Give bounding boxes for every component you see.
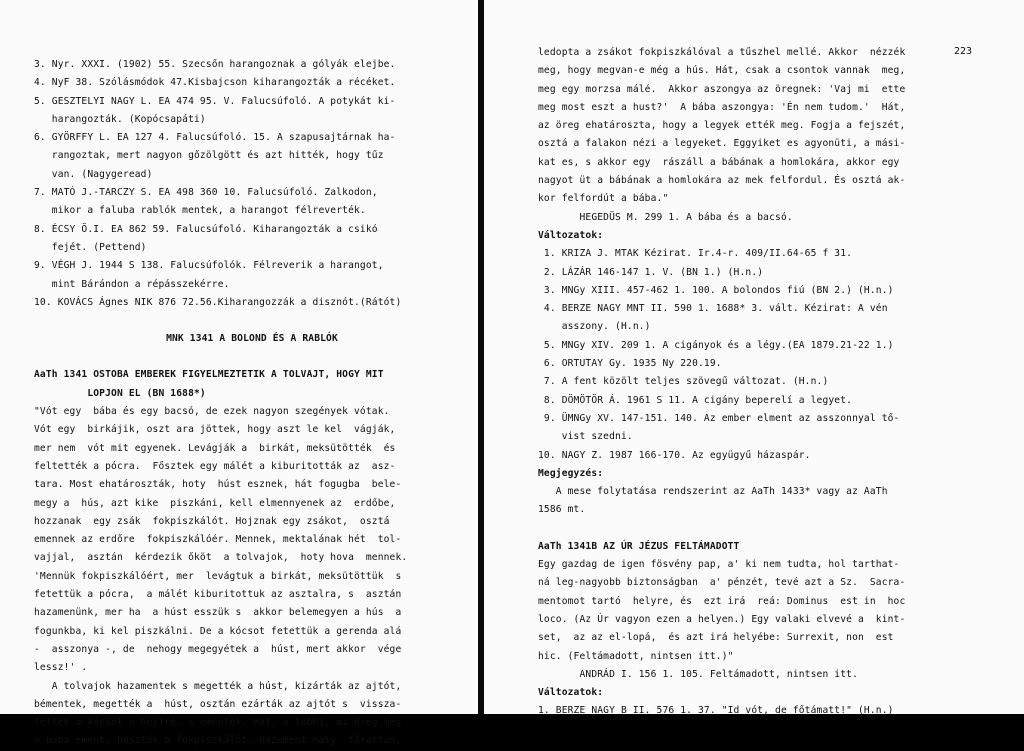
right-text-line: 1586 mt. bbox=[538, 504, 586, 516]
left-text-line: 9. VÉGH J. 1944 S 138. Falucsúfolók. Félreverik a harangot, bbox=[34, 260, 384, 272]
right-text-line: 4. BERZE NAGY MNT II. 590 1. 1688* 3. vált. Kézirat: A vén bbox=[538, 303, 888, 315]
right-text-line: meg egy morzsa málé. Akkor aszongya az öregnek: 'Vaj mi ette bbox=[538, 83, 906, 95]
left-text-line: 8. ÉCSY Ö.I. EA 862 59. Falucsúfoló. Kiharangozták a csikó bbox=[34, 223, 378, 235]
right-text-line: 5. MNGy XIV. 209 1. A cigányok és a légy.(EA 1879.21-22 1.) bbox=[538, 339, 894, 351]
right-text-line: vist szedni. bbox=[538, 431, 633, 443]
right-text-line: kor felfordút a bába." bbox=[538, 193, 669, 205]
right-text-line: kat es, s akkor egy rászáll a bábának a homlokára, akkor egy bbox=[538, 156, 900, 168]
left-text-line: A tolvajok hazamentek s megették a húst, kizárták az ajtót, bbox=[34, 680, 402, 692]
right-text-line: 1. BERZE NAGY B II. 576 1. 37. "Id vót, de főtámatt!" (H.n.) bbox=[538, 705, 894, 717]
right-text-line: Megjegyzés: bbox=[538, 467, 604, 479]
right-text-line: ANDRÁD I. 156 1. 105. Feltámadott, nintsen itt. bbox=[538, 668, 858, 680]
left-text-line: fetettük a pócra, a málét kiburitottuk az asztalra, s asztán bbox=[34, 589, 402, 601]
left-text-line: 6. GYÖRFFY L. EA 127 4. Falucsúfoló. 15. A szapusajtárnak ha- bbox=[34, 132, 396, 144]
left-text-line: Vót egy birkájik, oszt ara jöttek, hogy aszt le kel vágják, bbox=[34, 424, 396, 436]
left-text-line: emennek az erdőre fokpiszkálóér. Mennek, mektalának hét tol- bbox=[34, 534, 402, 546]
right-text-line: osztá a falakon nézi a legyeket. Eggyiket es agyonüti, a mási- bbox=[538, 138, 906, 150]
right-text-line: ná leg-nagyobb biztonságban a' pénzét, tevé azt a Sz. Sacra- bbox=[538, 577, 906, 589]
left-text-line: mint Bárándon a répásszekérre. bbox=[34, 278, 230, 290]
right-text-line: loco. (Az Úr vagyon ezen a helyen.) Egy valaki elvevé a kint- bbox=[538, 613, 906, 625]
left-text-line: 3. Nyr. XXXI. (1902) 55. Szecsőn harangoznak a gólyák elejbe. bbox=[34, 59, 396, 70]
right-text-line: 6. ORTUTAY Gy. 1935 Ny 220.19. bbox=[538, 358, 722, 370]
left-spacer bbox=[34, 312, 470, 330]
left-text-line: lessz!' . bbox=[34, 662, 88, 674]
right-text-line: A mese folytatása rendszerint az AaTh 1433* vagy az AaTh bbox=[538, 486, 888, 498]
left-text-line: van. (Nagygeread) bbox=[34, 168, 153, 180]
left-text-line: feltették a pócra. Fősztek egy málét a kiburitották az asz- bbox=[34, 460, 396, 472]
left-text-line: tették a kócsot a hejire, s ementek. Hát, a többi, az öreg meg bbox=[34, 717, 402, 729]
left-text-line: harangozták. (Kopócsapáti) bbox=[34, 113, 206, 125]
right-text-line: 7. A fent közölt teljes szövegű változat. (H.n.) bbox=[538, 376, 829, 388]
right-text-line: 10. NAGY Z. 1987 166-170. Az együgyű házaspár. bbox=[538, 449, 811, 461]
left-text-line: 'Mennük fokpiszkálóért, mer levágtuk a birkát, meksütöttük s bbox=[34, 570, 402, 582]
right-text-line: nagyot üt a bábának a homlokára az mek felfordul. És osztá ak- bbox=[538, 175, 906, 187]
left-text-line: a bába ement, hoszták a fokpiszkálót. Hazament naty fárattan, bbox=[34, 735, 402, 747]
right-text-line: Változatok: bbox=[538, 687, 604, 699]
right-text-line: 8. DÖMÖTÖR Á. 1961 S 11. A cigány beperelí a legyet. bbox=[538, 394, 853, 406]
right-text-line: 3. MNGy XIII. 457-462 1. 100. A bolondos fiú (BN 2.) (H.n.) bbox=[538, 284, 894, 296]
right-text-line: 1. KRIZA J. MTAK Kézirat. Ir.4-r. 409/II.64-65 f 31. bbox=[538, 248, 853, 260]
left-text-line: mer nem vót mit egyenek. Levágják a birkát, meksütötték és bbox=[34, 442, 396, 454]
left-text-line: fogunkba, ki kel piszkálni. De a kócsot fetettük a gerenda alá bbox=[34, 625, 402, 637]
left-text-line: - asszonya -, de nehogy megegyétek a húst, mert akkor vége bbox=[34, 643, 402, 655]
right-text-line: mentomot tartó helyre, és ezt irá reá: Dominus est in hoc bbox=[538, 595, 906, 607]
right-text-line: hic. (Feltámadott, nintsen itt.)" bbox=[538, 650, 734, 662]
left-text-line: bémentek, megették a húst, osztán ezárták az ajtót s vissza- bbox=[34, 698, 402, 710]
right-page bbox=[484, 0, 1024, 717]
left-spacer bbox=[34, 348, 470, 366]
left-text-line: 4. NyF 38. Szólásmódok 47.Kisbajcson kiharangozták a récéket. bbox=[34, 77, 396, 89]
right-text-line: Egy gazdag de igen fösvény pap, a' ki nem tudta, hol tarthat- bbox=[538, 559, 900, 571]
left-text-line: mikor a faluba rablók mentek, a harangot félreverték. bbox=[34, 205, 366, 217]
right-text-line: set, az az el-lopá, és azt irá helyébe: Surrexit, non est bbox=[538, 632, 894, 644]
section-heading: MNK 1341 A BOLOND ÉS A RABLÓK bbox=[166, 333, 338, 345]
right-text-line: ledopta a zsákot fokpiszkálóval a tűszhel mellé. Akkor nézzék bbox=[538, 47, 906, 58]
left-text-line: hozzanak egy zsák fokpiszkálót. Hojznak egy zsákot, osztá bbox=[34, 515, 390, 527]
left-text-line: 7. MATÓ J.-TARCZY S. EA 498 360 10. Falucsúfoló. Zalkodon, bbox=[34, 187, 378, 199]
left-text-line: "Vót egy bába és egy bacsó, de ezek nagyon szegények vótak. bbox=[34, 406, 390, 418]
right-text-line: asszony. (H.n.) bbox=[538, 321, 651, 333]
right-text-line: HEGEDÜS M. 299 1. A bába és a bacsó. bbox=[538, 211, 793, 223]
right-text-line: 2. LÁZÁR 146-147 1. V. (BN 1.) (H.n.) bbox=[538, 266, 764, 278]
left-text-line: LOPJON EL (BN 1688*) bbox=[34, 387, 206, 399]
left-text-line: fejét. (Pettend) bbox=[34, 241, 147, 253]
left-text-line: tara. Most ehatároszták, hoty húst esznek, hát fogugba bele- bbox=[34, 479, 402, 491]
right-text-line: 9. ÜMNGy XV. 147-151. 140. Az ember elment az asszonnyal tő- bbox=[538, 412, 900, 424]
right-text-line: Változatok: bbox=[538, 229, 604, 241]
right-text-line: meg, hogy megvan-e még a hús. Hát, csak a csontok vannak meg, bbox=[538, 65, 906, 77]
right-text-line: az öreg ehatároszta, hogy a legyek etté̈k meg. Fogja a fejszét, bbox=[538, 120, 906, 132]
left-page bbox=[0, 0, 478, 747]
page-number: 223 bbox=[953, 46, 972, 57]
left-text-line: 5. GESZTELYI NAGY L. EA 474 95. V. Falucsúfoló. A potykát ki- bbox=[34, 95, 396, 107]
left-text-line: 10. KOVÁCS Ágnes NIK 876 72.56.Kiharangozzák a disznót.(Rátót) bbox=[34, 296, 402, 308]
right-text-line: meg most eszt a hust?' A bába aszongya: 'Én nem tudom.' Hát, bbox=[538, 101, 906, 113]
left-text-line: rangoztak, mert nagyon gőzölgött és azt hitték, hogy tűz bbox=[34, 150, 384, 162]
left-text-line: AaTh 1341 OSTOBA EMBEREK FIGYELMEZTETIK A TOLVAJT, HOGY MIT bbox=[34, 369, 384, 381]
right-text-line: AaTh 1341B AZ ÚR JÉZUS FELTÁMADOTT bbox=[538, 540, 740, 552]
left-text-line: megy a hús, azt kike piszkáni, kell elmennyenek az erdőbe, bbox=[34, 497, 396, 509]
left-text-line: vajjal, asztán kérdezik őköt a tolvajok, hoty hova mennek. bbox=[34, 552, 408, 564]
left-text-line: hazamenünk, mer ha a húst esszük s akkor belemegyen a hús a bbox=[34, 607, 402, 619]
right-spacer bbox=[538, 520, 984, 538]
